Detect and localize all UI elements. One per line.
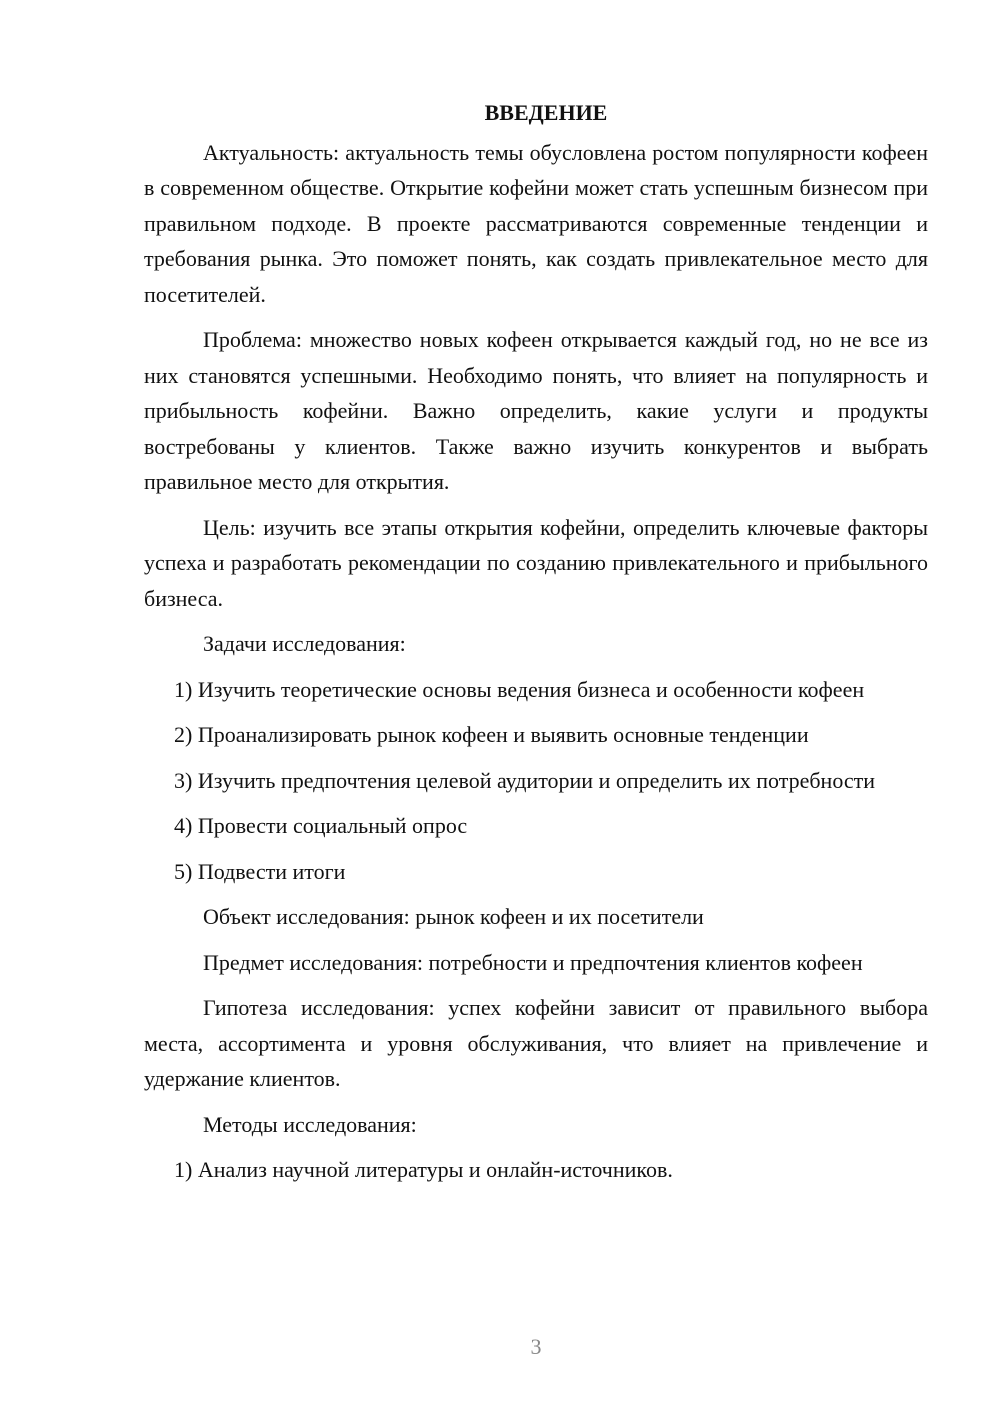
object-paragraph: Объект исследования: рынок кофеен и их посетители <box>203 904 704 929</box>
methods-heading: Методы исследования: <box>203 1111 417 1137</box>
task-item-2: 2) Проанализировать рынок кофеен и выявить основные тенденции <box>174 722 809 747</box>
page-title: ВВЕДЕНИЕ <box>484 100 608 125</box>
problem-paragraph: Проблема: множество новых кофеен открывается каждый год, но не все из них становятся успешными. Необходимо понять, что влияет на популярность и прибыльность кофейни. Важно определить, какие услуги и продукты востребованы у клиентов. Также важно изучить конкурентов и выбрать правильное место для открытия. <box>144 327 928 494</box>
page-number: 3 <box>530 1334 542 1359</box>
task-item-1: 1) Изучить теоретические основы ведения бизнеса и особенности кофеен <box>174 676 865 702</box>
page-content <box>144 95 928 1198</box>
task-item-3: 3) Изучить предпочтения целевой аудитории и определить их потребности <box>174 767 876 793</box>
relevance-paragraph: Актуальность: актуальность темы обусловлена ростом популярности кофеен в современном обществе. Открытие кофейни может стать успешным бизнесом при правильном подходе. В проекте рассматриваются современные тенденции и требования рынка. Это поможет понять, как создать привлекательное место для посетителей. <box>144 139 928 307</box>
method-item-1: 1) Анализ научной литературы и онлайн-источников. <box>174 1157 673 1182</box>
subject-paragraph: Предмет исследования: потребности и предпочтения клиентов кофеен <box>203 949 863 975</box>
tasks-heading: Задачи исследования: <box>203 631 406 656</box>
hypothesis-paragraph: Гипотеза исследования: успех кофейни зависит от правильного выбора места, ассортимента и уровня обслуживания, что влияет на привлечение и удержание клиентов. <box>144 995 928 1091</box>
goal-paragraph: Цель: изучить все этапы открытия кофейни, определить ключевые факторы успеха и разработать рекомендации по созданию привлекательного и прибыльного бизнеса. <box>144 514 928 611</box>
task-item-5: 5) Подвести итоги <box>174 858 346 884</box>
task-item-4: 4) Провести социальный опрос <box>174 813 468 838</box>
